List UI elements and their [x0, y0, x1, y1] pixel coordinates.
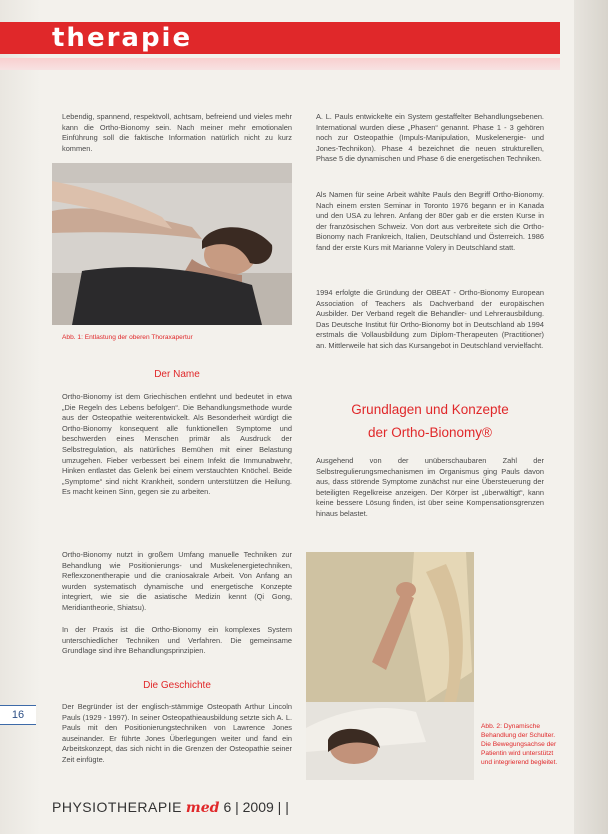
footer-brand: PHYSIOTHERAPIE: [52, 799, 182, 815]
intro-paragraph: Lebendig, spannend, respektvoll, achtsam, befreiend und vieles mehr kann die Ortho-Bionomy sein. Nach meiner mehr emotionalen Einführung soll die faktische Information natürlich nicht zu kurz kommen.: [62, 112, 292, 153]
figure-2-caption-line2: Behandlung der Schulter.: [481, 732, 556, 739]
heading-die-geschichte: Die Geschichte: [143, 680, 211, 691]
heading-concepts-line2: der Ortho-Bionomy®: [368, 425, 492, 440]
right-page-edge: [574, 0, 608, 834]
section-header-bar: [0, 22, 560, 54]
name-paragraph-2: Ortho-Bionomy nutzt in großem Umfang manuelle Techniken zur Behandlung wie Positionierungs- und Muskelenergietechniken, Reflexzonentherapie und die craniosakrale Arbeit. Von Anfang an wurden systematisch dynamische und energetische Konzepte integriert, wie sie die asiatische Medizin kennt (Qi Gong, Meridiantheorie, Shiatsu).: [62, 550, 292, 612]
figure-2-caption-line5: und integrierend begleitet.: [481, 759, 558, 766]
figure-2-caption-line1: Abb. 2: Dynamische: [481, 723, 541, 730]
header-rule: [0, 58, 560, 70]
name-paragraph-1: Ortho-Bionomy ist dem Griechischen entlehnt und bedeutet in etwa „Die Regeln des Lebens befolgen“. Die Behandlungsmethode wurde aus der Osteopathie weiterentwickelt. Als Besonderheit würdigt die Ortho-Bionomy konsequent alle funktionellen Symptome und beschwerden eines Menschen primär als Ausdruck der Selbstregulation, als natürliches Bemühen mit einer Belastung umzugehen. Fieber verbessert bei einem Infekt die Immunabwehr, Hinken entlastet das Gelenk bei einem verstauchten Knöchel. Beide „Symptome“ sind nicht Krankheit, sondern unterstützen die Heilung. Es macht keinen Sinn, gegen sie zu arbeiten.: [62, 392, 292, 497]
obeat-paragraph: 1994 erfolgte die Gründung der OBEAT - Ortho-Bionomy European Association of Teachers als Dachverband der europäischen Ausbilder. Der Verband regelt die Behandler- und Lehrerausbildung. Das Deutsche Institut für Ortho-Bionomy bot in Deutschland ab 1994 erstmals die Vollausbildung zum Diplom-Therapeuten (Practitioner) an. Mittlerweile hat sich das Kursangebot in Deutschland vervielfacht.: [316, 288, 544, 350]
heading-der-name: Der Name: [154, 369, 200, 380]
name-paragraph-3: In der Praxis ist die Ortho-Bionomy ein komplexes System unterschiedlicher Techniken und Verfahren. Die gemeinsame Grundlage sind ihre Behandlungsprinzipien.: [62, 625, 292, 656]
figure-2-photo: [306, 552, 474, 780]
figure-2-illustration: [306, 552, 474, 780]
history-paragraph: Der Begründer ist der englisch-stämmige Osteopath Arthur Lincoln Pauls (1929 - 1997). In seiner Osteopathieausbildung setzte sich A. L. Pauls mit den Positionierungstechniken von Lawrence Jones auseinander. Er führte Jones Überlegungen weiter und fand ein Arbeitskonzept, das sich nicht in die Grenzen der Osteopathie seiner Zeit einfügte.: [62, 702, 292, 764]
footer-issue: 6 | 2009 | |: [223, 799, 289, 815]
figure-1-caption: Abb. 1: Entlastung der oberen Thoraxapertur: [62, 334, 193, 341]
footer: [52, 798, 289, 816]
figure-2-caption-line4: Patientin wird unterstützt: [481, 750, 554, 757]
footer-med-logo: med: [185, 800, 220, 816]
section-title: therapie: [52, 23, 193, 53]
heading-concepts-line1: Grundlagen und Konzepte: [351, 402, 509, 417]
name-origin-paragraph: Als Namen für seine Arbeit wählte Pauls den Begriff Ortho-Bionomy. Nach einem ersten Seminar in Toronto 1976 begann er in Kanada und den USA zu lehren. Anfang der 80er gab er die ersten Kurse in der französischen Schweiz. Von dort aus verbreitete sich die Ortho-Bionomy nach Frankreich, Italien, Deutschland und Österreich. 1986 fand der erste Kurs mit Marianne Volery in Deutschland statt.: [316, 190, 544, 252]
figure-1-photo: [52, 163, 292, 325]
figure-1-illustration: [52, 163, 292, 325]
page-number: 16: [0, 705, 36, 725]
figure-2-caption-line3: Die Bewegungsachse der: [481, 741, 557, 748]
phases-paragraph: A. L. Pauls entwickelte ein System gestaffelter Behandlungsebenen. International wurden diese „Phasen“ genannt. Phase 1 - 3 gehören noch zur Osteopathie (Impuls-Manipulation, Muskelenergie- und Jones-Technikon). Phase 4 bezeichnet die neuen strukturellen, Phase 5 die dynamischen und Phase 6 die energetischen Techniken.: [316, 112, 544, 164]
concepts-paragraph: Ausgehend von der unüberschaubaren Zahl der Selbstregulierungsmechanismen im Organismus ging Pauls davon aus, dass störende Symptome zunächst nur eine Übersteuerung der beteiligten Regelkreise anzeigen. Der Körper ist „überwältigt“, kann keine bessere Lösung finden, ist über seine Kompensationsgrenzen hinaus belastet.: [316, 456, 544, 518]
